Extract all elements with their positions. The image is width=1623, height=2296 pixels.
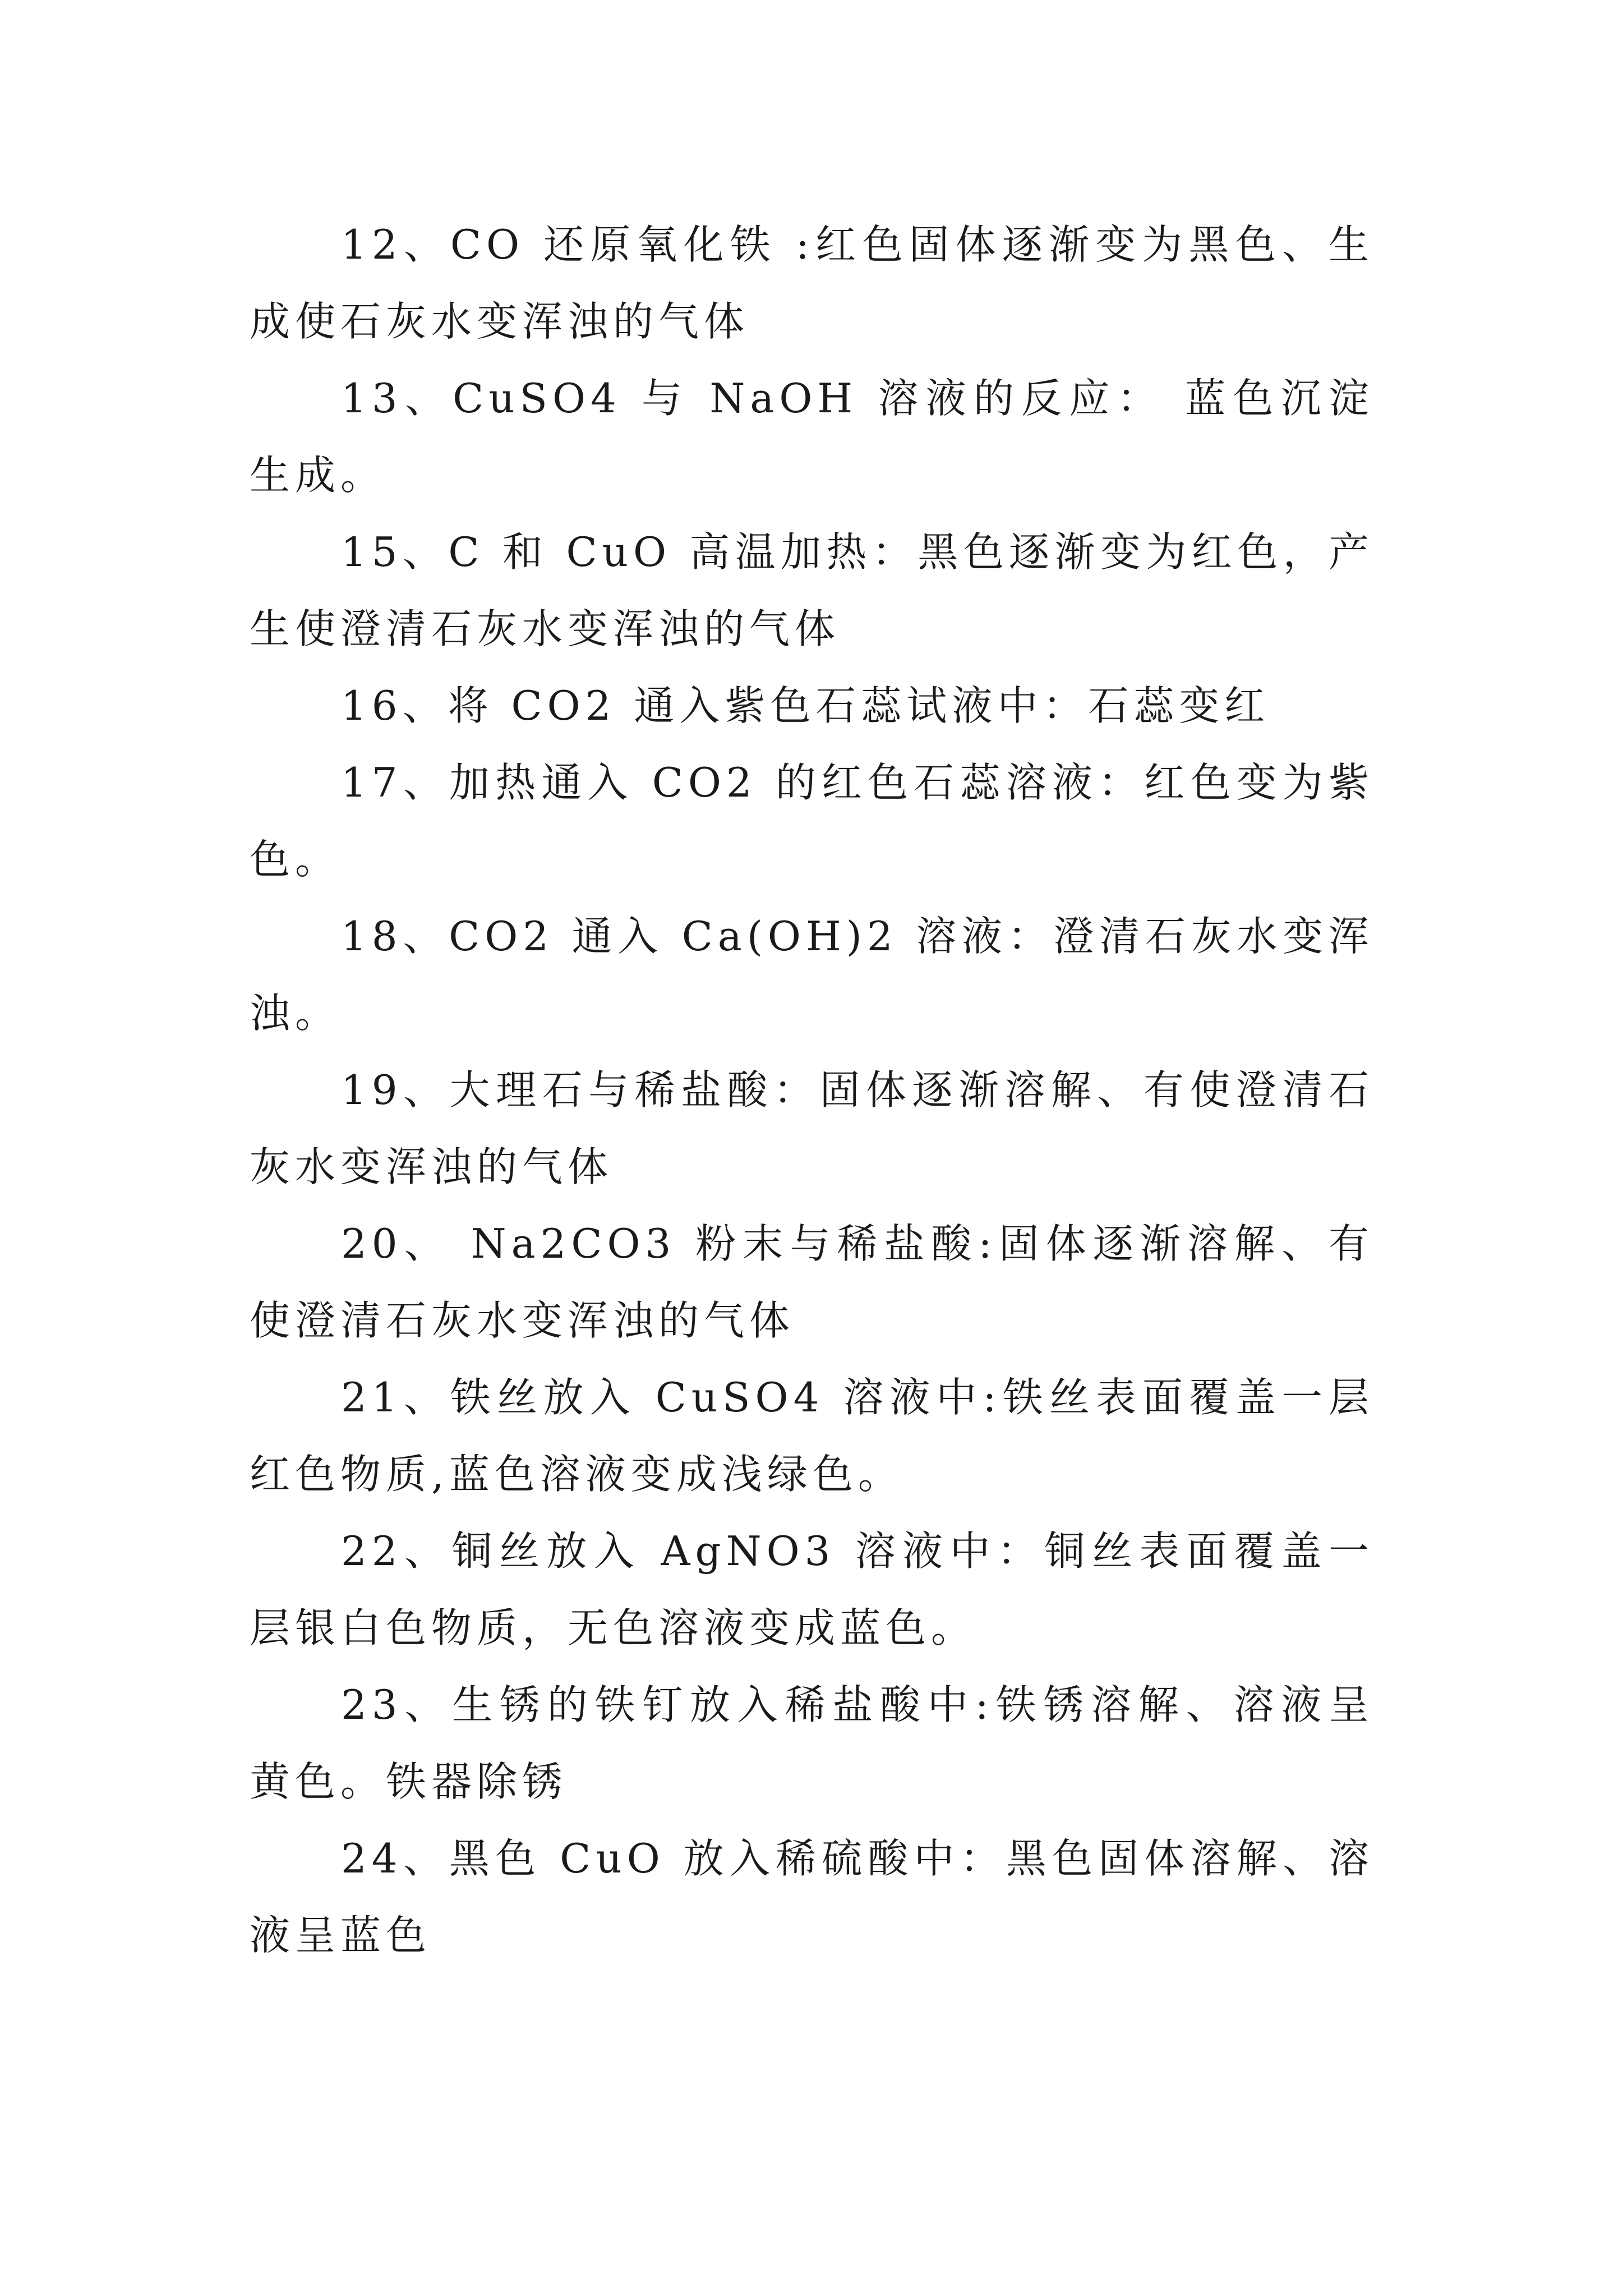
paragraph-item-20: 20、 Na2CO3 粉末与稀盐酸:固体逐渐溶解、有使澄清石灰水变浑浊的气体 [250,1220,1374,1344]
paragraph-item-16: 16、将 CO2 通入紫色石蕊试液中：石蕊变红 [341,682,1270,729]
paragraph-item-13: 13、CuSO4 与 NaOH 溶液的反应： 蓝色沉淀生成。 [250,375,1374,499]
paragraph-item-19: 19、大理石与稀盐酸：固体逐渐溶解、有使澄清石灰水变浑浊的气体 [250,1066,1374,1190]
document-body [250,206,1374,1974]
paragraph-item-23: 23、生锈的铁钉放入稀盐酸中:铁锈溶解、溶液呈黄色。铁器除锈 [250,1681,1374,1805]
paragraph-item-18: 18、CO2 通入 Ca(OH)2 溶液：澄清石灰水变浑浊。 [250,913,1374,1037]
paragraph-item-12: 12、CO 还原氧化铁 :红色固体逐渐变为黑色、生成使石灰水变浑浊的气体 [250,221,1374,345]
paragraph-item-15: 15、C 和 CuO 高温加热：黑色逐渐变为红色，产生使澄清石灰水变浑浊的气体 [250,528,1374,652]
paragraph-item-22: 22、铜丝放入 AgNO3 溶液中：铜丝表面覆盖一层银白色物质，无色溶液变成蓝色。 [250,1527,1374,1651]
paragraph-item-24: 24、黑色 CuO 放入稀硫酸中：黑色固体溶解、溶液呈蓝色 [250,1835,1374,1959]
paragraph-item-17: 17、加热通入 CO2 的红色石蕊溶液：红色变为紫色。 [250,759,1374,883]
paragraph-item-21: 21、铁丝放入 CuSO4 溶液中:铁丝表面覆盖一层红色物质,蓝色溶液变成浅绿色。 [250,1374,1374,1498]
